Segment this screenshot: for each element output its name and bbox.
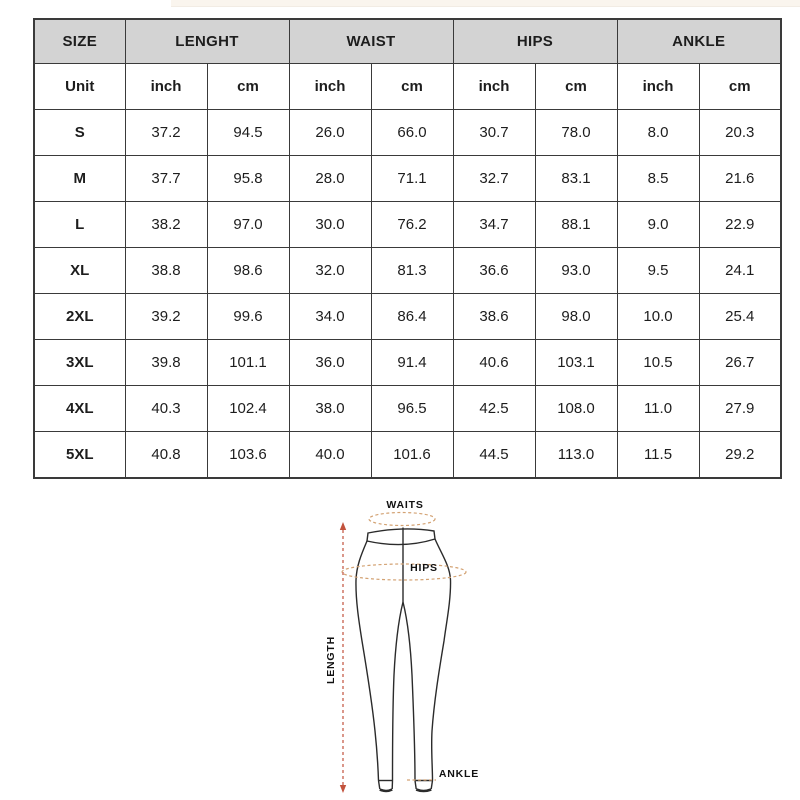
measurement-cell: 76.2	[371, 202, 453, 248]
waist-label: WAITS	[386, 499, 424, 511]
table-header-row	[34, 19, 781, 64]
measurement-cell: 9.5	[617, 248, 699, 294]
measurement-cell: 40.0	[289, 432, 371, 479]
top-accent-strip	[171, 0, 800, 7]
measurement-cell: 113.0	[535, 432, 617, 479]
unit-cell: cm	[535, 64, 617, 110]
measurement-cell: 83.1	[535, 156, 617, 202]
header-size: SIZE	[34, 19, 125, 64]
measurement-cell: 97.0	[207, 202, 289, 248]
measurement-cell: 37.2	[125, 110, 207, 156]
measurement-cell: 11.5	[617, 432, 699, 479]
measurement-cell: 8.0	[617, 110, 699, 156]
measurement-cell: 21.6	[699, 156, 781, 202]
leggings-diagram	[280, 488, 520, 800]
unit-label: Unit	[34, 64, 125, 110]
measurement-cell: 40.6	[453, 340, 535, 386]
measurement-cell: 38.2	[125, 202, 207, 248]
measurement-cell: 71.1	[371, 156, 453, 202]
size-cell: 2XL	[34, 294, 125, 340]
table-row	[34, 432, 781, 479]
length-measure-line	[340, 522, 346, 793]
unit-cell: inch	[289, 64, 371, 110]
header-waist: WAIST	[289, 19, 453, 64]
measurement-cell: 78.0	[535, 110, 617, 156]
unit-cell: inch	[125, 64, 207, 110]
measurement-cell: 26.7	[699, 340, 781, 386]
measurement-cell: 8.5	[617, 156, 699, 202]
measurement-cell: 38.8	[125, 248, 207, 294]
measurement-cell: 93.0	[535, 248, 617, 294]
measurement-cell: 34.0	[289, 294, 371, 340]
measurement-cell: 103.1	[535, 340, 617, 386]
unit-cell: cm	[371, 64, 453, 110]
measurement-cell: 95.8	[207, 156, 289, 202]
table-row	[34, 156, 781, 202]
size-cell: S	[34, 110, 125, 156]
measurement-cell: 32.0	[289, 248, 371, 294]
unit-cell: inch	[453, 64, 535, 110]
measurement-cell: 99.6	[207, 294, 289, 340]
measurement-cell: 88.1	[535, 202, 617, 248]
length-label: LENGTH	[325, 636, 337, 684]
measurement-cell: 37.7	[125, 156, 207, 202]
measurement-cell: 10.5	[617, 340, 699, 386]
size-cell: L	[34, 202, 125, 248]
table-row	[34, 248, 781, 294]
measurement-cell: 36.6	[453, 248, 535, 294]
measurement-cell: 11.0	[617, 386, 699, 432]
waist-measure-ellipse	[369, 513, 435, 526]
header-length: LENGHT	[125, 19, 289, 64]
measurement-cell: 42.5	[453, 386, 535, 432]
size-cell: M	[34, 156, 125, 202]
measurement-cell: 38.6	[453, 294, 535, 340]
header-hips: HIPS	[453, 19, 617, 64]
measurement-cell: 10.0	[617, 294, 699, 340]
unit-row	[34, 64, 781, 110]
unit-cell: inch	[617, 64, 699, 110]
measurement-cell: 98.0	[535, 294, 617, 340]
size-cell: 4XL	[34, 386, 125, 432]
table-row	[34, 340, 781, 386]
unit-cell: cm	[207, 64, 289, 110]
measurement-cell: 66.0	[371, 110, 453, 156]
table-row	[34, 202, 781, 248]
measurement-cell: 102.4	[207, 386, 289, 432]
measurement-cell: 22.9	[699, 202, 781, 248]
measurement-cell: 81.3	[371, 248, 453, 294]
measurement-cell: 27.9	[699, 386, 781, 432]
measurement-cell: 30.0	[289, 202, 371, 248]
measurement-cell: 91.4	[371, 340, 453, 386]
measurement-cell: 20.3	[699, 110, 781, 156]
size-cell: 3XL	[34, 340, 125, 386]
header-ankle: ANKLE	[617, 19, 781, 64]
measurement-cell: 44.5	[453, 432, 535, 479]
unit-cell: cm	[699, 64, 781, 110]
measurement-cell: 26.0	[289, 110, 371, 156]
measurement-cell: 36.0	[289, 340, 371, 386]
measurement-cell: 108.0	[535, 386, 617, 432]
measurement-cell: 34.7	[453, 202, 535, 248]
size-cell: 5XL	[34, 432, 125, 479]
measurement-cell: 32.7	[453, 156, 535, 202]
size-chart-table	[33, 18, 782, 479]
measurement-cell: 28.0	[289, 156, 371, 202]
measurement-cell: 39.2	[125, 294, 207, 340]
ankle-label: ANKLE	[438, 768, 480, 780]
measurement-cell: 86.4	[371, 294, 453, 340]
measurement-cell: 40.8	[125, 432, 207, 479]
table-row	[34, 386, 781, 432]
measurement-cell: 96.5	[371, 386, 453, 432]
hips-label: HIPS	[410, 562, 438, 574]
measurement-cell: 39.8	[125, 340, 207, 386]
measurement-cell: 101.1	[207, 340, 289, 386]
measurement-cell: 101.6	[371, 432, 453, 479]
measurement-cell: 30.7	[453, 110, 535, 156]
measurement-cell: 94.5	[207, 110, 289, 156]
measurement-cell: 29.2	[699, 432, 781, 479]
measurement-cell: 40.3	[125, 386, 207, 432]
measurement-cell: 98.6	[207, 248, 289, 294]
measurement-cell: 25.4	[699, 294, 781, 340]
table-row	[34, 294, 781, 340]
measurement-cell: 9.0	[617, 202, 699, 248]
measurement-cell: 38.0	[289, 386, 371, 432]
measurement-cell: 24.1	[699, 248, 781, 294]
measurement-cell: 103.6	[207, 432, 289, 479]
size-cell: XL	[34, 248, 125, 294]
table-row	[34, 110, 781, 156]
